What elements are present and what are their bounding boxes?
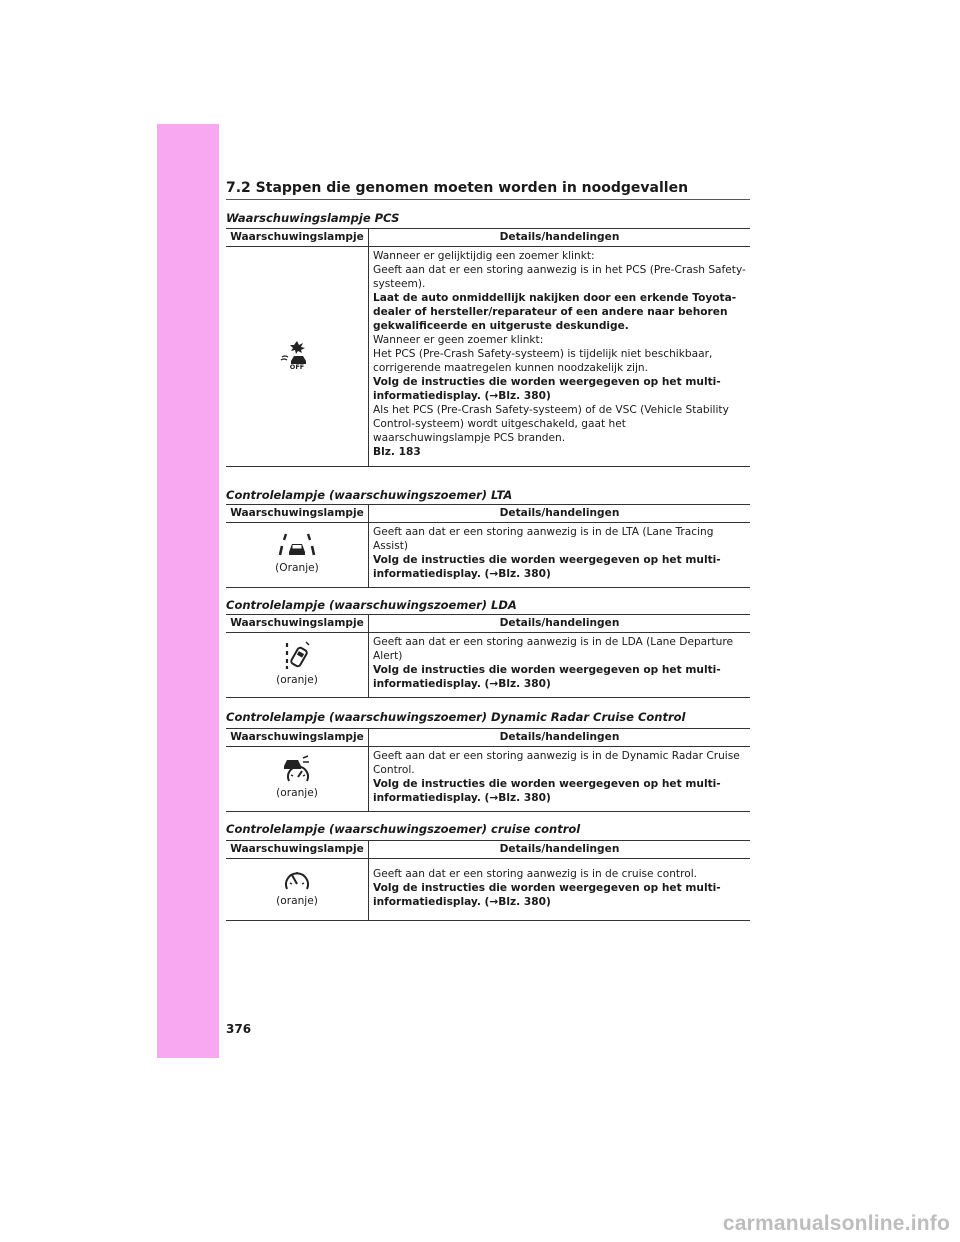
drcc-p2-text: Volg de instructies die worden weergegeven op het multi-informatiedisplay. (	[373, 778, 721, 804]
drcc-p1: Geeft aan dat er een storing aanwezig is in de Dynamic Radar Cruise Control.	[373, 750, 740, 776]
close-paren: )	[546, 568, 551, 580]
drcc-page-ref[interactable]: Blz. 380	[498, 792, 546, 804]
pcs-title: Waarschuwingslampje PCS	[226, 211, 400, 225]
cruise-control-icon	[282, 867, 312, 891]
arrow-glyph: →	[489, 390, 499, 402]
col-header-lamp: Waarschuwingslampje	[226, 505, 369, 523]
section-header: 7.2 Stappen die genomen moeten worden in noodgevallen	[226, 180, 689, 196]
pcs-p5: Het PCS (Pre-Crash Safety-systeem) is tijdelijk niet beschikbaar, corrigerende maatregelen kunnen noodzakelijk zijn.	[373, 348, 713, 374]
close-paren: )	[546, 895, 551, 908]
lda-icon-cell	[226, 633, 369, 698]
pcs-p1: Wanneer er gelijktijdig een zoemer klinkt:	[373, 250, 595, 262]
lta-icon-cell	[226, 523, 369, 588]
drcc-p2	[373, 777, 746, 805]
lta-page-ref[interactable]: Blz. 380	[498, 568, 546, 580]
lta-color: (Oranje)	[275, 561, 319, 574]
close-paren: )	[546, 792, 551, 804]
lda-table	[226, 614, 750, 698]
pcs-off-label: OFF	[289, 362, 305, 370]
lta-title: Controlelampje (waarschuwingszoemer) LTA	[226, 488, 513, 502]
lta-p2-text: Volg de instructies die worden weergegeven op het multi-informatiedisplay. (	[373, 554, 721, 580]
drcc-title: Controlelampje (waarschuwingszoemer) Dynamic Radar Cruise Control	[226, 710, 686, 724]
lta-p1: Geeft aan dat er een storing aanwezig is in de LTA (Lane Tracing Assist)	[373, 526, 714, 552]
lda-p1: Geeft aan dat er een storing aanwezig is in de LDA (Lane Departure Alert)	[373, 636, 734, 662]
lda-details	[369, 633, 751, 698]
cc-p2	[373, 881, 746, 909]
lane-departure-icon	[282, 640, 312, 670]
lane-tracing-icon	[277, 532, 317, 558]
col-header-lamp: Waarschuwingslampje	[226, 229, 369, 247]
pcs-off-icon	[280, 340, 314, 370]
lda-page-ref[interactable]: Blz. 380	[498, 678, 546, 690]
pcs-p3: Laat de auto onmiddellijk nakijken door een erkende Toyota-dealer of hersteller/reparateur of een andere naar behoren gekwalificeerde en uitgeruste deskundige.	[373, 292, 737, 332]
drcc-color: (oranje)	[276, 786, 318, 799]
col-header-details: Details/handelingen	[369, 505, 751, 523]
pcs-p4: Wanneer er geen zoemer klinkt:	[373, 334, 544, 346]
cc-page-ref[interactable]: Blz. 380	[498, 895, 546, 908]
cc-table	[226, 840, 750, 921]
pcs-p6	[373, 375, 746, 403]
drcc-icon-cell	[226, 747, 369, 812]
cc-p2-text: Volg de instructies die worden weergegeven op het multi-informatiedisplay. (	[373, 881, 721, 908]
pcs-p2: Geeft aan dat er een storing aanwezig is in het PCS (Pre-Crash Safety-systeem).	[373, 264, 746, 290]
watermark: carmanualsonline.info	[722, 1212, 950, 1235]
side-tab	[157, 124, 219, 1058]
col-header-lamp: Waarschuwingslampje	[226, 729, 369, 747]
page-number: 376	[226, 1022, 252, 1036]
cc-details	[369, 859, 751, 921]
pcs-icon-cell	[226, 247, 369, 467]
arrow-glyph: →	[489, 568, 499, 580]
arrow-glyph: →	[489, 792, 499, 804]
lda-p2	[373, 663, 746, 691]
drcc-details	[369, 747, 751, 812]
section-divider	[226, 199, 750, 200]
close-paren: )	[546, 678, 551, 690]
cc-icon-cell	[226, 859, 369, 921]
lda-color: (oranje)	[276, 673, 318, 686]
cc-title: Controlelampje (waarschuwingszoemer) cruise control	[226, 822, 581, 836]
pcs-details	[369, 247, 751, 467]
cc-p1: Geeft aan dat er een storing aanwezig is in de cruise control.	[373, 867, 697, 880]
col-header-details: Details/handelingen	[369, 229, 751, 247]
cc-color: (oranje)	[276, 895, 318, 907]
col-header-lamp: Waarschuwingslampje	[226, 615, 369, 633]
lda-title: Controlelampje (waarschuwingszoemer) LDA	[226, 598, 517, 612]
pcs-table	[226, 228, 750, 467]
arrow-glyph: →	[489, 678, 499, 690]
col-header-details: Details/handelingen	[369, 841, 751, 859]
pcs-p6-text: Volg de instructies die worden weergegeven op het multi-informatiedisplay. (	[373, 376, 721, 402]
lta-details	[369, 523, 751, 588]
pcs-p7: Als het PCS (Pre-Crash Safety-systeem) of de VSC (Vehicle Stability Control-systeem) wordt uitgeschakeld, gaat het waarschuwingslampje PCS branden.	[373, 404, 729, 444]
radar-cruise-icon	[281, 755, 313, 783]
col-header-details: Details/handelingen	[369, 729, 751, 747]
pcs-page-ref[interactable]: Blz. 380	[498, 390, 546, 402]
arrow-glyph: →	[489, 895, 499, 908]
lta-p2	[373, 553, 746, 581]
close-paren: )	[546, 390, 551, 402]
col-header-lamp: Waarschuwingslampje	[226, 841, 369, 859]
pcs-p8[interactable]: Blz. 183	[373, 446, 421, 458]
col-header-details: Details/handelingen	[369, 615, 751, 633]
lda-p2-text: Volg de instructies die worden weergegeven op het multi-informatiedisplay. (	[373, 664, 721, 690]
lta-table	[226, 504, 750, 588]
drcc-table	[226, 728, 750, 812]
